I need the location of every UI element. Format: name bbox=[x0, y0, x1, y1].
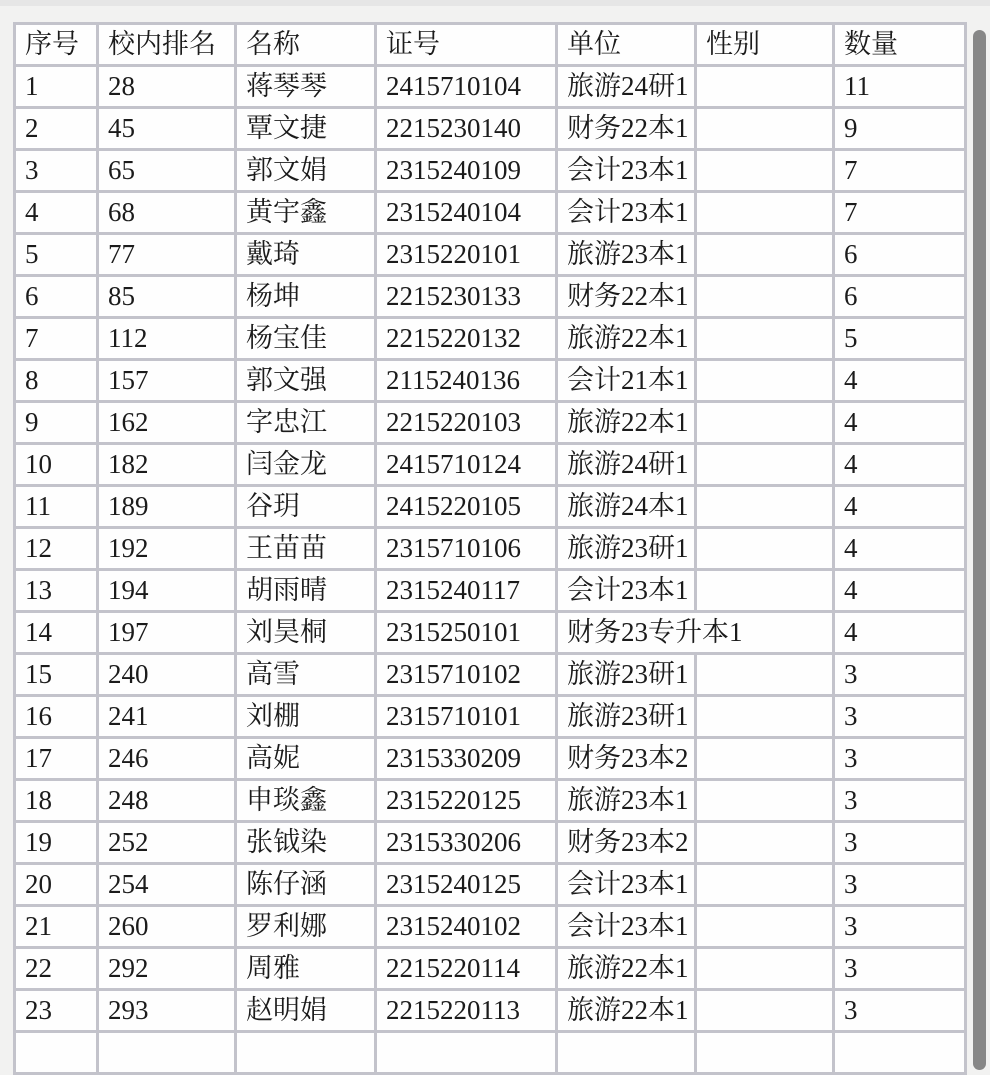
cell-id[interactable]: 2315220125 bbox=[377, 781, 555, 820]
cell-rank[interactable]: 85 bbox=[99, 277, 234, 316]
cell-rank[interactable]: 292 bbox=[99, 949, 234, 988]
cell-empty[interactable] bbox=[377, 1033, 555, 1072]
unit-text: 旅游23研1 bbox=[567, 697, 693, 736]
table-row bbox=[16, 151, 964, 190]
cell-name[interactable]: 杨坤 bbox=[237, 277, 374, 316]
unit-text: 会计21本1 bbox=[567, 361, 693, 400]
cell-gender[interactable] bbox=[697, 529, 832, 568]
table-row bbox=[16, 529, 964, 568]
cell-seq[interactable]: 3 bbox=[16, 151, 96, 190]
unit-text: 旅游24本1 bbox=[567, 487, 693, 526]
cell-seq[interactable]: 11 bbox=[16, 487, 96, 526]
cell-gender[interactable] bbox=[697, 361, 832, 400]
cell-name[interactable]: 杨宝佳 bbox=[237, 319, 374, 358]
cell-unit[interactable] bbox=[558, 613, 743, 652]
cell-id[interactable]: 2315240109 bbox=[377, 151, 555, 190]
cell-seq[interactable]: 17 bbox=[16, 739, 96, 778]
cell-qty[interactable]: 6 bbox=[835, 235, 964, 274]
cell-id[interactable]: 2315330206 bbox=[377, 823, 555, 862]
cell-name[interactable]: 王苗苗 bbox=[237, 529, 374, 568]
cell-gender[interactable] bbox=[697, 235, 832, 274]
table-row bbox=[16, 613, 964, 652]
cell-gender[interactable] bbox=[697, 739, 832, 778]
cell-id[interactable]: 2215220114 bbox=[377, 949, 555, 988]
cell-unit[interactable] bbox=[558, 67, 694, 106]
cell-unit[interactable] bbox=[558, 109, 694, 148]
column-header[interactable]: 单位 bbox=[558, 25, 694, 64]
table-row bbox=[16, 823, 964, 862]
table-row bbox=[16, 361, 964, 400]
cell-empty[interactable] bbox=[16, 1033, 96, 1072]
cell-unit[interactable] bbox=[558, 319, 694, 358]
cell-gender[interactable] bbox=[697, 655, 832, 694]
cell-empty[interactable] bbox=[237, 1033, 374, 1072]
cell-seq[interactable]: 4 bbox=[16, 193, 96, 232]
table-row bbox=[16, 865, 964, 904]
cell-name[interactable]: 高雪 bbox=[237, 655, 374, 694]
cell-seq[interactable]: 23 bbox=[16, 991, 96, 1030]
column-header[interactable]: 证号 bbox=[377, 25, 555, 64]
cell-rank[interactable]: 68 bbox=[99, 193, 234, 232]
cell-gender[interactable] bbox=[697, 907, 832, 946]
cell-rank[interactable]: 194 bbox=[99, 571, 234, 610]
cell-rank[interactable]: 254 bbox=[99, 865, 234, 904]
table-row bbox=[16, 781, 964, 820]
cell-id[interactable]: 2215220132 bbox=[377, 319, 555, 358]
cell-qty[interactable]: 11 bbox=[835, 67, 964, 106]
column-header[interactable]: 性别 bbox=[697, 25, 832, 64]
unit-text: 旅游23本1 bbox=[567, 235, 693, 274]
cell-qty[interactable]: 9 bbox=[835, 109, 964, 148]
cell-id[interactable]: 2315240102 bbox=[377, 907, 555, 946]
unit-text: 旅游22本1 bbox=[567, 991, 693, 1030]
cell-name[interactable]: 郭文娟 bbox=[237, 151, 374, 190]
ranking-table-container bbox=[13, 22, 958, 1075]
cell-rank[interactable]: 157 bbox=[99, 361, 234, 400]
cell-rank[interactable]: 182 bbox=[99, 445, 234, 484]
cell-gender[interactable] bbox=[697, 781, 832, 820]
cell-name[interactable]: 刘棚 bbox=[237, 697, 374, 736]
cell-gender[interactable] bbox=[697, 109, 832, 148]
cell-qty[interactable]: 3 bbox=[835, 865, 964, 904]
cell-gender[interactable] bbox=[697, 571, 832, 610]
cell-id[interactable]: 2415710104 bbox=[377, 67, 555, 106]
cell-qty[interactable]: 3 bbox=[835, 697, 964, 736]
column-header[interactable]: 序号 bbox=[16, 25, 96, 64]
cell-gender[interactable] bbox=[697, 403, 832, 442]
cell-id[interactable]: 2415220105 bbox=[377, 487, 555, 526]
cell-id[interactable]: 2215220113 bbox=[377, 991, 555, 1030]
cell-unit[interactable] bbox=[558, 823, 694, 862]
cell-seq[interactable]: 21 bbox=[16, 907, 96, 946]
unit-text: 会计23本1 bbox=[567, 151, 693, 190]
cell-qty[interactable]: 4 bbox=[835, 445, 964, 484]
unit-text: 会计23本1 bbox=[567, 865, 693, 904]
cell-gender[interactable] bbox=[697, 823, 832, 862]
table-body bbox=[16, 67, 964, 1072]
cell-id[interactable]: 2215220103 bbox=[377, 403, 555, 442]
unit-text: 旅游23研1 bbox=[567, 529, 693, 568]
cell-qty[interactable]: 3 bbox=[835, 991, 964, 1030]
table-row bbox=[16, 319, 964, 358]
table-row bbox=[16, 655, 964, 694]
cell-seq[interactable]: 14 bbox=[16, 613, 96, 652]
table-row bbox=[16, 445, 964, 484]
cell-name[interactable]: 申琰鑫 bbox=[237, 781, 374, 820]
cell-gender[interactable] bbox=[697, 445, 832, 484]
cell-name[interactable]: 覃文捷 bbox=[237, 109, 374, 148]
table-row bbox=[16, 277, 964, 316]
table-row bbox=[16, 949, 964, 988]
table-row bbox=[16, 403, 964, 442]
cell-empty[interactable] bbox=[558, 1033, 694, 1072]
table-row bbox=[16, 193, 964, 232]
cell-qty[interactable]: 3 bbox=[835, 823, 964, 862]
unit-text: 旅游22本1 bbox=[567, 319, 693, 358]
cell-seq[interactable]: 12 bbox=[16, 529, 96, 568]
unit-text: 会计23本1 bbox=[567, 571, 693, 610]
cell-id[interactable]: 2315250101 bbox=[377, 613, 555, 652]
column-header[interactable]: 名称 bbox=[237, 25, 374, 64]
cell-name[interactable]: 蒋琴琴 bbox=[237, 67, 374, 106]
unit-text: 会计23本1 bbox=[567, 907, 693, 946]
cell-seq[interactable]: 6 bbox=[16, 277, 96, 316]
cell-rank[interactable]: 241 bbox=[99, 697, 234, 736]
ranking-table bbox=[13, 22, 967, 1075]
cell-qty[interactable]: 4 bbox=[835, 403, 964, 442]
cell-id[interactable]: 2315710101 bbox=[377, 697, 555, 736]
table-row bbox=[16, 739, 964, 778]
unit-text: 会计23本1 bbox=[567, 193, 693, 232]
cell-name[interactable]: 周雅 bbox=[237, 949, 374, 988]
cell-gender[interactable] bbox=[697, 151, 832, 190]
cell-gender[interactable] bbox=[697, 949, 832, 988]
unit-text: 财务23本2 bbox=[567, 823, 693, 862]
table-row bbox=[16, 571, 964, 610]
cell-rank[interactable]: 192 bbox=[99, 529, 234, 568]
unit-text: 财务23本2 bbox=[567, 739, 693, 778]
cell-unit[interactable] bbox=[558, 655, 694, 694]
cell-unit[interactable] bbox=[558, 781, 694, 820]
cell-seq[interactable]: 1 bbox=[16, 67, 96, 106]
cell-name[interactable]: 胡雨晴 bbox=[237, 571, 374, 610]
cell-unit[interactable] bbox=[558, 907, 694, 946]
cell-qty[interactable]: 7 bbox=[835, 193, 964, 232]
column-header[interactable]: 数量 bbox=[835, 25, 964, 64]
cell-name[interactable]: 闫金龙 bbox=[237, 445, 374, 484]
cell-seq[interactable]: 20 bbox=[16, 865, 96, 904]
cell-qty[interactable]: 5 bbox=[835, 319, 964, 358]
cell-name[interactable]: 张钺染 bbox=[237, 823, 374, 862]
cell-rank[interactable]: 112 bbox=[99, 319, 234, 358]
cell-id[interactable]: 2315240117 bbox=[377, 571, 555, 610]
cell-rank[interactable]: 252 bbox=[99, 823, 234, 862]
cell-rank[interactable]: 197 bbox=[99, 613, 234, 652]
cell-gender[interactable] bbox=[697, 865, 832, 904]
cell-qty[interactable]: 4 bbox=[835, 529, 964, 568]
cell-id[interactable]: 2115240136 bbox=[377, 361, 555, 400]
table-row bbox=[16, 487, 964, 526]
cell-qty[interactable]: 4 bbox=[835, 613, 964, 652]
unit-text: 旅游24研1 bbox=[567, 445, 693, 484]
cell-gender[interactable] bbox=[697, 991, 832, 1030]
unit-text: 旅游23本1 bbox=[567, 781, 693, 820]
cell-rank[interactable]: 45 bbox=[99, 109, 234, 148]
cell-qty[interactable]: 3 bbox=[835, 907, 964, 946]
cell-name[interactable]: 郭文强 bbox=[237, 361, 374, 400]
cell-seq[interactable]: 9 bbox=[16, 403, 96, 442]
cell-rank[interactable]: 240 bbox=[99, 655, 234, 694]
cell-gender[interactable] bbox=[697, 193, 832, 232]
unit-text: 旅游22本1 bbox=[567, 949, 693, 988]
cell-rank[interactable]: 246 bbox=[99, 739, 234, 778]
cell-unit[interactable] bbox=[558, 697, 694, 736]
cell-qty[interactable]: 4 bbox=[835, 571, 964, 610]
cell-unit[interactable] bbox=[558, 739, 694, 778]
cell-unit[interactable] bbox=[558, 235, 694, 274]
cell-seq[interactable]: 7 bbox=[16, 319, 96, 358]
table-row bbox=[16, 235, 964, 274]
vertical-scrollbar-thumb[interactable] bbox=[973, 30, 986, 1070]
unit-text: 财务23专升本1 bbox=[567, 613, 747, 652]
cell-qty[interactable]: 6 bbox=[835, 277, 964, 316]
unit-text: 旅游22本1 bbox=[567, 403, 693, 442]
cell-unit[interactable] bbox=[558, 865, 694, 904]
cell-rank[interactable]: 65 bbox=[99, 151, 234, 190]
cell-gender[interactable] bbox=[697, 277, 832, 316]
cell-gender[interactable] bbox=[697, 319, 832, 358]
cell-unit[interactable] bbox=[558, 991, 694, 1030]
cell-rank[interactable]: 28 bbox=[99, 67, 234, 106]
cell-rank[interactable]: 248 bbox=[99, 781, 234, 820]
cell-qty[interactable]: 4 bbox=[835, 361, 964, 400]
cell-unit[interactable] bbox=[558, 529, 694, 568]
cell-rank[interactable]: 162 bbox=[99, 403, 234, 442]
cell-rank[interactable]: 293 bbox=[99, 991, 234, 1030]
cell-rank[interactable]: 260 bbox=[99, 907, 234, 946]
cell-id[interactable]: 2215230133 bbox=[377, 277, 555, 316]
table-row bbox=[16, 907, 964, 946]
cell-qty[interactable]: 3 bbox=[835, 655, 964, 694]
cell-empty[interactable] bbox=[697, 1033, 832, 1072]
cell-gender[interactable] bbox=[697, 67, 832, 106]
cell-id[interactable]: 2215230140 bbox=[377, 109, 555, 148]
table-row bbox=[16, 109, 964, 148]
cell-name[interactable]: 字忠江 bbox=[237, 403, 374, 442]
cell-unit[interactable] bbox=[558, 277, 694, 316]
cell-seq[interactable]: 16 bbox=[16, 697, 96, 736]
cell-seq[interactable]: 22 bbox=[16, 949, 96, 988]
cell-name[interactable]: 黄宇鑫 bbox=[237, 193, 374, 232]
cell-gender[interactable] bbox=[697, 697, 832, 736]
partial-row bbox=[16, 1033, 964, 1072]
cell-name[interactable]: 罗利娜 bbox=[237, 907, 374, 946]
cell-qty[interactable]: 7 bbox=[835, 151, 964, 190]
cell-seq[interactable]: 13 bbox=[16, 571, 96, 610]
table-row bbox=[16, 991, 964, 1030]
table-row bbox=[16, 697, 964, 736]
unit-text: 财务22本1 bbox=[567, 109, 693, 148]
cell-seq[interactable]: 10 bbox=[16, 445, 96, 484]
cell-unit[interactable] bbox=[558, 445, 694, 484]
cell-name[interactable]: 赵明娟 bbox=[237, 991, 374, 1030]
cell-name[interactable]: 刘昊桐 bbox=[237, 613, 374, 652]
cell-name[interactable]: 陈仔涵 bbox=[237, 865, 374, 904]
cell-unit[interactable] bbox=[558, 487, 694, 526]
cell-rank[interactable]: 189 bbox=[99, 487, 234, 526]
cell-unit[interactable] bbox=[558, 571, 694, 610]
unit-text: 旅游24研1 bbox=[567, 67, 693, 106]
cell-empty[interactable] bbox=[99, 1033, 234, 1072]
cell-unit[interactable] bbox=[558, 949, 694, 988]
table-row bbox=[16, 67, 964, 106]
cell-gender[interactable] bbox=[697, 487, 832, 526]
cell-id[interactable]: 2415710124 bbox=[377, 445, 555, 484]
cell-name[interactable]: 高妮 bbox=[237, 739, 374, 778]
cell-unit[interactable] bbox=[558, 151, 694, 190]
cell-rank[interactable]: 77 bbox=[99, 235, 234, 274]
cell-empty[interactable] bbox=[835, 1033, 964, 1072]
unit-text: 财务22本1 bbox=[567, 277, 693, 316]
cell-unit[interactable] bbox=[558, 361, 694, 400]
cell-seq[interactable]: 15 bbox=[16, 655, 96, 694]
cell-name[interactable]: 谷玥 bbox=[237, 487, 374, 526]
cell-seq[interactable]: 8 bbox=[16, 361, 96, 400]
cell-id[interactable]: 2315710102 bbox=[377, 655, 555, 694]
page-top-edge bbox=[0, 0, 990, 6]
cell-id[interactable]: 2315240125 bbox=[377, 865, 555, 904]
cell-id[interactable]: 2315220101 bbox=[377, 235, 555, 274]
cell-id[interactable]: 2315240104 bbox=[377, 193, 555, 232]
cell-seq[interactable]: 18 bbox=[16, 781, 96, 820]
cell-name[interactable]: 戴琦 bbox=[237, 235, 374, 274]
cell-unit[interactable] bbox=[558, 403, 694, 442]
cell-id[interactable]: 2315330209 bbox=[377, 739, 555, 778]
cell-seq[interactable]: 2 bbox=[16, 109, 96, 148]
cell-qty[interactable]: 4 bbox=[835, 487, 964, 526]
cell-seq[interactable]: 19 bbox=[16, 823, 96, 862]
column-header[interactable]: 校内排名 bbox=[99, 25, 234, 64]
cell-unit[interactable] bbox=[558, 193, 694, 232]
cell-id[interactable]: 2315710106 bbox=[377, 529, 555, 568]
header-row bbox=[16, 25, 964, 64]
cell-seq[interactable]: 5 bbox=[16, 235, 96, 274]
unit-text: 旅游23研1 bbox=[567, 655, 693, 694]
cell-qty[interactable]: 3 bbox=[835, 781, 964, 820]
cell-qty[interactable]: 3 bbox=[835, 739, 964, 778]
cell-qty[interactable]: 3 bbox=[835, 949, 964, 988]
